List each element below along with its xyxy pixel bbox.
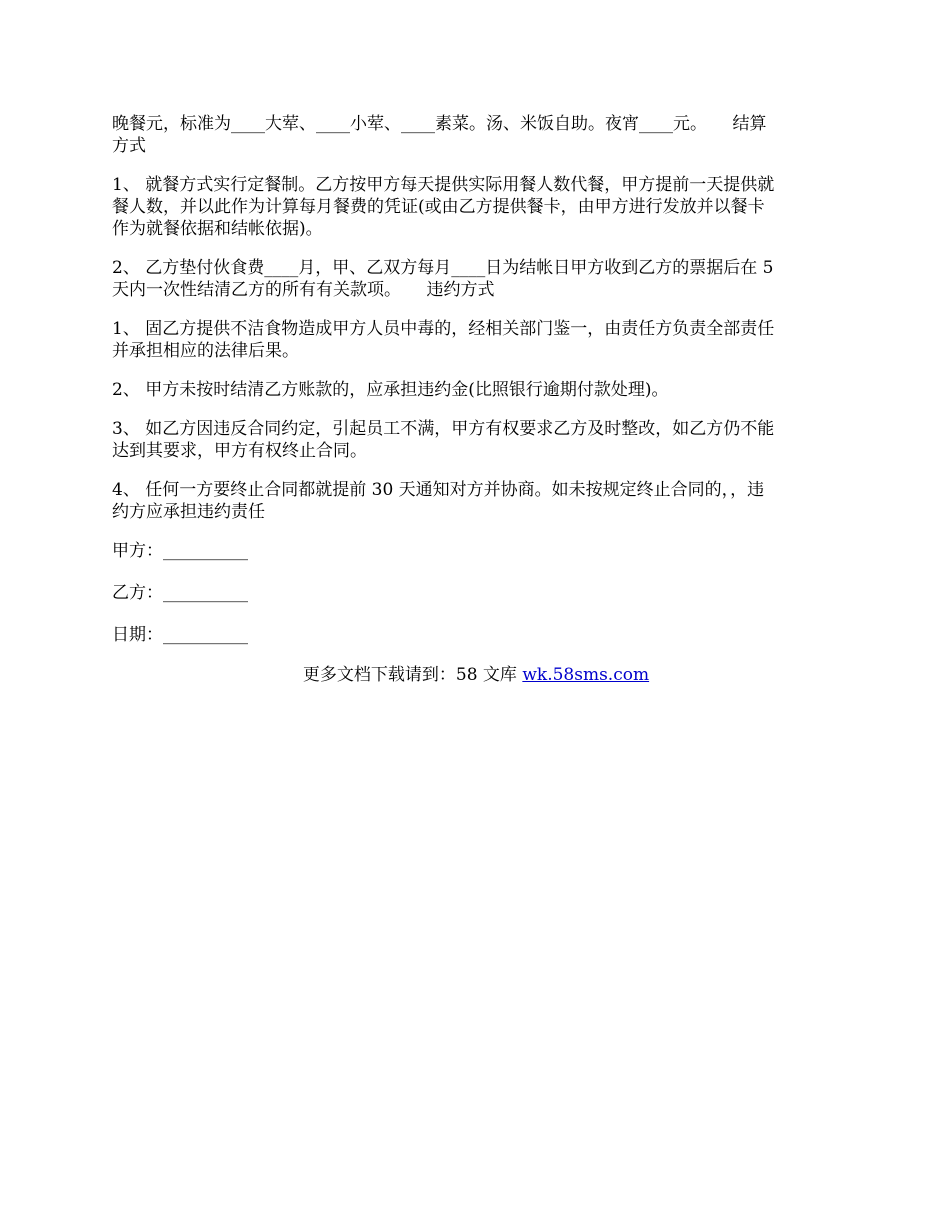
paragraph-breach-3 — [112, 418, 840, 462]
document-page — [112, 113, 840, 703]
paragraph-meal-standard — [112, 113, 840, 157]
signature-date: 日期：__________ — [112, 625, 248, 645]
text-line: 达到其要求，甲方有权终止合同。 — [112, 441, 367, 461]
text-line: 约方应承担违约责任 — [112, 502, 265, 522]
text-line: 天内一次性结清乙方的所有有关款项。 违约方式 — [112, 280, 495, 300]
signature-party-a: 甲方：__________ — [112, 541, 248, 561]
text-line: 作为就餐依据和结帐依据)。 — [112, 219, 323, 239]
paragraph-clause-2-payment — [112, 257, 840, 301]
text-line: 1、 固乙方提供不洁食物造成甲方人员中毒的，经相关部门鉴一，由责任方负责全部责任 — [112, 319, 775, 339]
paragraph-breach-2 — [112, 379, 840, 401]
paragraph-breach-4 — [112, 479, 840, 523]
text-line: 方式 — [112, 136, 146, 156]
text-line: 2、 乙方垫付伙食费____月，甲、乙双方每月____日为结帐日甲方收到乙方的票据后在 5 — [112, 258, 774, 278]
footer-text: 更多文档下载请到：58 文库 — [302, 665, 523, 685]
text-line: 餐人数，并以此作为计算每月餐费的凭证(或由乙方提供餐卡，由甲方进行发放并以餐卡 — [112, 197, 765, 217]
footer-link[interactable]: wk.58sms.com — [522, 665, 650, 685]
paragraph-breach-1 — [112, 318, 840, 362]
footer — [112, 664, 840, 686]
signature-party-b: 乙方：__________ — [112, 583, 248, 603]
text-line: 晚餐元，标准为____大荤、____小荤、____素菜。汤、米饭自助。夜宵____元。 结算 — [112, 114, 767, 134]
text-line: 4、 任何一方要终止合同都就提前 30 天通知对方并协商。如未按规定终止合同的，，违 — [112, 480, 765, 500]
text-line: 1、 就餐方式实行定餐制。乙方按甲方每天提供实际用餐人数代餐，甲方提前一天提供就 — [112, 175, 775, 195]
text-line: 并承担相应的法律后果。 — [112, 341, 299, 361]
text-line: 2、 甲方未按时结清乙方账款的，应承担违约金(比照银行逾期付款处理)。 — [112, 380, 669, 400]
paragraph-clause-1-dining — [112, 174, 840, 240]
text-line: 3、 如乙方因违反合同约定，引起员工不满，甲方有权要求乙方及时整改，如乙方仍不能 — [112, 419, 775, 439]
